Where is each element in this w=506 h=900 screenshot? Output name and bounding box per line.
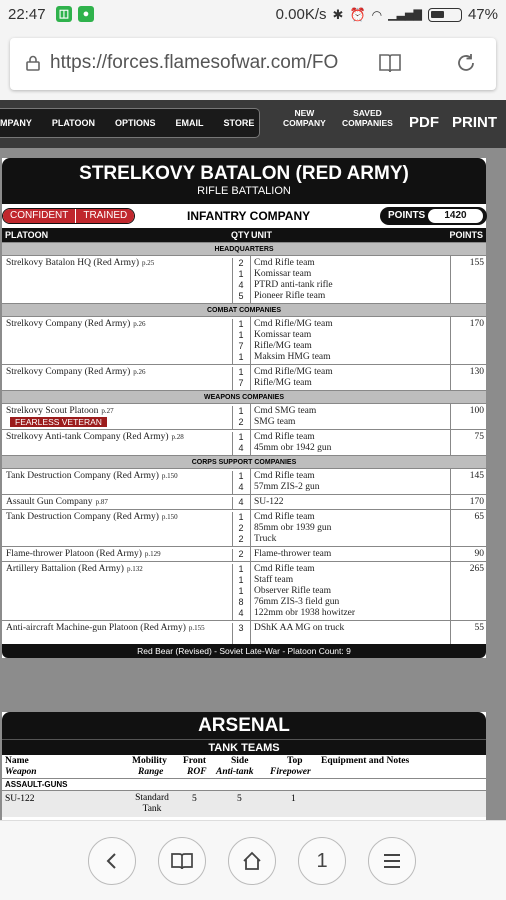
unit-list xyxy=(232,432,450,455)
unit-name: 57mm ZIS-2 gun xyxy=(254,482,320,492)
browser-bottom-bar xyxy=(0,820,506,900)
unit-qty: 7 xyxy=(238,378,244,388)
clock: 22:47 xyxy=(8,6,46,23)
platoon-row[interactable] xyxy=(2,403,486,429)
unit-name: Staff team xyxy=(254,575,294,585)
status-bar xyxy=(0,0,506,30)
arsenal-row-side: 5 xyxy=(237,794,242,804)
unit-line xyxy=(233,319,450,330)
new-company-button[interactable] xyxy=(283,108,326,128)
company-type: INFANTRY COMPANY xyxy=(187,209,311,223)
platoon-title: Anti-aircraft Machine-gun Platoon (Red Army) xyxy=(6,623,186,633)
unit-line xyxy=(233,608,450,619)
points-divider xyxy=(450,621,451,644)
unit-qty: 4 xyxy=(238,280,244,290)
platoon-title: Strelkovy Scout Platoon xyxy=(6,406,99,416)
rating-override-tag: FEARLESS VETERAN xyxy=(10,417,107,427)
arsenal-title: ARSENAL xyxy=(2,712,486,739)
saved-companies-line2: COMPANIES xyxy=(342,118,393,128)
col-mobility: Mobility xyxy=(132,756,167,766)
menu-button[interactable] xyxy=(368,837,416,885)
col-equipment: Equipment and Notes xyxy=(321,756,410,766)
bluetooth-icon: ✱ xyxy=(332,6,344,22)
unit-qty: 1 xyxy=(238,269,244,279)
mobility-line2: Tank xyxy=(142,804,162,814)
platoon-points: 130 xyxy=(469,367,484,377)
platoon-row[interactable] xyxy=(2,429,486,455)
points-divider xyxy=(450,510,451,546)
platoon-table-header xyxy=(2,228,486,242)
unit-qty: 3 xyxy=(238,623,244,633)
unit-line xyxy=(233,482,450,493)
arsenal-row-top: 1 xyxy=(291,794,296,804)
unit-qty: 7 xyxy=(238,341,244,351)
unit-name: Flame-thrower team xyxy=(254,549,332,559)
print-button[interactable]: PRINT xyxy=(452,114,497,131)
col-front: Front xyxy=(183,756,207,766)
unit-line xyxy=(233,417,450,428)
platoon-row[interactable] xyxy=(2,546,486,561)
platoon-name xyxy=(6,497,228,508)
platoon-points: 265 xyxy=(469,564,484,574)
new-company-line2: COMPANY xyxy=(283,118,326,128)
rating-trained: TRAINED xyxy=(75,209,134,223)
unit-line xyxy=(233,269,450,280)
unit-qty: 5 xyxy=(238,291,244,301)
force-title-bar xyxy=(2,158,486,204)
wifi-icon: ◠ xyxy=(371,7,383,22)
unit-qty: 2 xyxy=(238,549,244,559)
unit-list xyxy=(232,564,450,620)
unit-qty: 1 xyxy=(238,352,244,362)
platoon-points: 100 xyxy=(469,406,484,416)
unit-name: Rifle/MG team xyxy=(254,378,312,388)
url-text[interactable]: https://forces.flamesofwar.com/FO xyxy=(50,52,339,73)
nav-options[interactable]: OPTIONS xyxy=(115,118,156,128)
platoon-title: Strelkovy Company (Red Army) xyxy=(6,367,131,377)
platoon-title: Strelkovy Company (Red Army) xyxy=(6,319,131,329)
force-panel xyxy=(2,158,486,658)
unit-line xyxy=(233,367,450,378)
page-reference: p.155 xyxy=(188,624,205,632)
mobility-line1: Standard xyxy=(135,793,169,803)
page-reference: p.27 xyxy=(101,407,114,415)
unit-line xyxy=(233,575,450,586)
points-divider xyxy=(450,365,451,390)
section-header: COMBAT COMPANIES xyxy=(2,303,486,316)
lock-icon xyxy=(26,55,40,71)
unit-line xyxy=(233,443,450,454)
unit-line xyxy=(233,330,450,341)
unit-name: Rifle/MG team xyxy=(254,341,312,351)
reader-mode-icon[interactable] xyxy=(378,52,402,74)
platoon-name xyxy=(6,258,228,269)
col-qty: QTY xyxy=(231,230,250,240)
arsenal-row-front: 5 xyxy=(192,794,197,804)
nav-email[interactable]: EMAIL xyxy=(175,118,204,128)
platoon-points: 75 xyxy=(474,432,484,442)
unit-qty: 1 xyxy=(238,471,244,481)
bookmarks-icon xyxy=(171,852,193,870)
rating-confident: CONFIDENT xyxy=(3,209,75,223)
unit-line xyxy=(233,352,450,363)
unit-qty: 4 xyxy=(238,608,244,618)
unit-qty: 1 xyxy=(238,319,244,329)
col-top: Top xyxy=(287,756,303,766)
col-rof: ROF xyxy=(187,767,207,777)
platoon-name xyxy=(6,512,228,523)
points-divider xyxy=(450,404,451,429)
unit-line xyxy=(233,597,450,608)
platoon-title: Artillery Battalion (Red Army) xyxy=(6,564,124,574)
unit-qty: 2 xyxy=(238,417,244,427)
col-unit: UNIT xyxy=(251,230,272,240)
unit-qty: 1 xyxy=(238,330,244,340)
platoon-table-body xyxy=(2,242,486,644)
browser-toolbar xyxy=(0,30,506,100)
arsenal-row-name: SU-122 xyxy=(5,794,35,804)
unit-line xyxy=(233,497,450,508)
platoon-name xyxy=(6,564,228,575)
points-divider xyxy=(450,469,451,494)
unit-name: Maksim HMG team xyxy=(254,352,331,362)
qty-divider xyxy=(250,404,251,429)
unit-list xyxy=(232,623,450,644)
unit-name: 122mm obr 1938 howitzer xyxy=(254,608,356,618)
unit-name: SMG team xyxy=(254,417,296,427)
saved-companies-button[interactable] xyxy=(342,108,393,128)
page-reference: p.132 xyxy=(126,565,143,573)
unit-line xyxy=(233,341,450,352)
platoon-row[interactable] xyxy=(2,255,486,303)
unit-qty: 1 xyxy=(238,367,244,377)
nav-store[interactable]: STORE xyxy=(223,118,255,128)
page-reference: p.87 xyxy=(95,498,108,506)
unit-name: Truck xyxy=(254,534,277,544)
unit-qty: 1 xyxy=(238,564,244,574)
qty-divider xyxy=(250,495,251,509)
force-subtitle: RIFLE BATTALION xyxy=(197,185,291,197)
platoon-name xyxy=(6,432,228,443)
unit-name: Observer Rifle team xyxy=(254,586,332,596)
unit-qty: 4 xyxy=(238,482,244,492)
unit-qty: 1 xyxy=(238,575,244,585)
platoon-points: 170 xyxy=(469,319,484,329)
unit-name: Cmd Rifle team xyxy=(254,258,315,268)
back-button[interactable] xyxy=(88,837,136,885)
unit-name: Cmd Rifle/MG team xyxy=(254,319,333,329)
platoon-row[interactable] xyxy=(2,316,486,364)
force-footer: Red Bear (Revised) - Soviet Late-War - Platoon Count: 9 xyxy=(2,644,486,658)
arsenal-panel xyxy=(2,712,486,820)
unit-qty: 4 xyxy=(238,443,244,453)
platoon-name xyxy=(6,406,228,417)
unit-line xyxy=(233,586,450,597)
unit-line xyxy=(233,564,450,575)
platoon-points: 65 xyxy=(474,512,484,522)
section-header: WEAPONS COMPANIES xyxy=(2,390,486,403)
unit-name: SU-122 xyxy=(254,497,284,507)
platoon-name xyxy=(6,549,228,560)
points-divider xyxy=(450,430,451,455)
unit-list xyxy=(232,258,450,303)
reload-icon[interactable] xyxy=(454,51,478,75)
unit-list xyxy=(232,497,450,509)
points-divider xyxy=(450,317,451,364)
col-platoon: PLATOON xyxy=(5,230,49,240)
qty-divider xyxy=(250,510,251,546)
platoon-title: Strelkovy Batalon HQ (Red Army) xyxy=(6,258,139,268)
home-button[interactable] xyxy=(228,837,276,885)
unit-list xyxy=(232,549,450,561)
unit-line xyxy=(233,291,450,302)
status-right xyxy=(276,6,498,23)
unit-name: Cmd Rifle team xyxy=(254,512,315,522)
unit-name: 76mm ZIS-3 field gun xyxy=(254,597,340,607)
col-firepower: Firepower xyxy=(270,767,311,777)
unit-list xyxy=(232,512,450,546)
unit-name: Komissar team xyxy=(254,269,312,279)
qty-divider xyxy=(250,317,251,364)
unit-qty: 2 xyxy=(238,258,244,268)
points-box xyxy=(380,207,487,225)
nav-platoon[interactable]: PLATOON xyxy=(51,118,96,128)
platoon-points: 55 xyxy=(474,623,484,633)
unit-name: Komissar team xyxy=(254,330,312,340)
unit-line xyxy=(233,471,450,482)
unit-qty: 1 xyxy=(238,406,244,416)
unit-qty: 4 xyxy=(238,497,244,507)
points-label: POINTS xyxy=(388,210,426,221)
unit-qty: 2 xyxy=(238,523,244,533)
platoon-points: 145 xyxy=(469,471,484,481)
col-name: Name xyxy=(5,756,29,766)
arsenal-row-mobility xyxy=(131,793,173,815)
qty-divider xyxy=(250,621,251,644)
unit-line xyxy=(233,280,450,291)
platoon-points: 170 xyxy=(469,497,484,507)
unit-qty: 1 xyxy=(238,512,244,522)
unit-list xyxy=(232,319,450,364)
unit-list xyxy=(232,367,450,390)
tabs-count: 1 xyxy=(316,849,328,872)
nav-company[interactable]: MPANY xyxy=(0,118,32,128)
platoon-name xyxy=(6,623,228,634)
col-points: POINTS xyxy=(449,230,483,240)
unit-name: Cmd Rifle team xyxy=(254,564,315,574)
platoon-row[interactable] xyxy=(2,494,486,509)
qty-divider xyxy=(250,562,251,620)
section-header: CORPS SUPPORT COMPANIES xyxy=(2,455,486,468)
platoon-points: 90 xyxy=(474,549,484,559)
page-reference: p.26 xyxy=(133,368,146,376)
section-header: HEADQUARTERS xyxy=(2,242,486,255)
page-reference: p.25 xyxy=(141,259,155,267)
page-reference: p.150 xyxy=(161,513,178,521)
unit-list xyxy=(232,471,450,494)
points-divider xyxy=(450,256,451,303)
unit-line xyxy=(233,378,450,389)
net-speed: 0.00K/s xyxy=(275,6,327,23)
col-range: Range xyxy=(138,767,164,777)
platoon-row[interactable] xyxy=(2,364,486,390)
unit-line xyxy=(233,406,450,417)
unit-line xyxy=(233,534,450,545)
unit-line xyxy=(233,549,450,560)
unit-qty: 2 xyxy=(238,534,244,544)
platoon-name xyxy=(6,367,228,378)
platoon-title: Strelkovy Anti-tank Company (Red Army) xyxy=(6,432,169,442)
unit-name: Cmd Rifle team xyxy=(254,471,315,481)
col-weapon: Weapon xyxy=(5,767,37,777)
unit-qty: 1 xyxy=(238,586,244,596)
back-arrow-icon xyxy=(103,852,121,870)
qty-divider xyxy=(250,430,251,455)
platoon-row[interactable] xyxy=(2,509,486,546)
page-reference: p.129 xyxy=(144,550,161,558)
unit-line xyxy=(233,432,450,443)
unit-name: Cmd Rifle team xyxy=(254,432,315,442)
points-divider xyxy=(450,495,451,509)
rating-pill xyxy=(2,208,135,224)
unit-name: Pioneer Rifle team xyxy=(254,291,326,301)
platoon-name xyxy=(6,471,228,482)
hamburger-menu-icon xyxy=(382,853,402,869)
unit-qty: 1 xyxy=(238,432,244,442)
page-reference: p.26 xyxy=(133,320,146,328)
unit-name: Cmd SMG team xyxy=(254,406,317,416)
platoon-row[interactable] xyxy=(2,561,486,620)
unit-name: 45mm obr 1942 gun xyxy=(254,443,332,453)
platoon-points: 155 xyxy=(469,258,484,268)
battery-icon xyxy=(428,8,462,22)
arsenal-category: ASSAULT-GUNS xyxy=(2,779,486,791)
page-reference: p.150 xyxy=(161,472,178,480)
force-status-row xyxy=(2,204,486,228)
arsenal-row xyxy=(2,791,486,817)
battery-percent: 47% xyxy=(467,6,498,23)
bookmarks-button[interactable] xyxy=(158,837,206,885)
tabs-button[interactable] xyxy=(298,837,346,885)
col-antitank: Anti-tank xyxy=(216,767,254,777)
col-side: Side xyxy=(231,756,249,766)
points-value: 1420 xyxy=(428,209,483,223)
unit-line xyxy=(233,258,450,269)
platoon-row[interactable] xyxy=(2,620,486,644)
points-divider xyxy=(450,562,451,620)
qty-divider xyxy=(250,469,251,494)
unit-name: Cmd Rifle/MG team xyxy=(254,367,333,377)
signal-icon: ▁▃▅▇ xyxy=(388,9,422,21)
force-title: STRELKOVY BATALON (RED ARMY) xyxy=(79,163,409,184)
home-icon xyxy=(242,851,262,871)
qty-divider xyxy=(250,256,251,303)
wechat-icon: ● xyxy=(78,6,94,22)
points-divider xyxy=(450,547,451,561)
arsenal-columns xyxy=(2,755,486,779)
app-notification-icon: ◫ xyxy=(56,6,72,22)
web-page xyxy=(0,100,506,820)
unit-name: PTRD anti-tank rifle xyxy=(254,280,333,290)
qty-divider xyxy=(250,547,251,561)
page-reference: p.28 xyxy=(171,433,184,441)
site-nav xyxy=(0,100,506,148)
unit-line xyxy=(233,523,450,534)
unit-line xyxy=(233,512,450,523)
platoon-title: Tank Destruction Company (Red Army) xyxy=(6,512,159,522)
unit-qty: 8 xyxy=(238,597,244,607)
unit-name: 85mm obr 1939 gun xyxy=(254,523,332,533)
platoon-row[interactable] xyxy=(2,468,486,494)
arsenal-subtitle: TANK TEAMS xyxy=(2,739,486,755)
unit-list xyxy=(232,406,450,429)
unit-line xyxy=(233,623,450,634)
pdf-button[interactable]: PDF xyxy=(409,114,439,131)
address-bar[interactable] xyxy=(10,38,496,90)
platoon-name xyxy=(6,319,228,330)
new-company-line1: NEW xyxy=(294,108,315,118)
saved-companies-line1: SAVED xyxy=(353,108,382,118)
unit-name: DShK AA MG on truck xyxy=(254,623,345,633)
platoon-title: Assault Gun Company xyxy=(6,497,93,507)
site-nav-menu xyxy=(0,108,260,138)
alarm-icon: ⏰ xyxy=(349,6,366,22)
platoon-title: Flame-thrower Platoon (Red Army) xyxy=(6,549,142,559)
platoon-title: Tank Destruction Company (Red Army) xyxy=(6,471,159,481)
qty-divider xyxy=(250,365,251,390)
